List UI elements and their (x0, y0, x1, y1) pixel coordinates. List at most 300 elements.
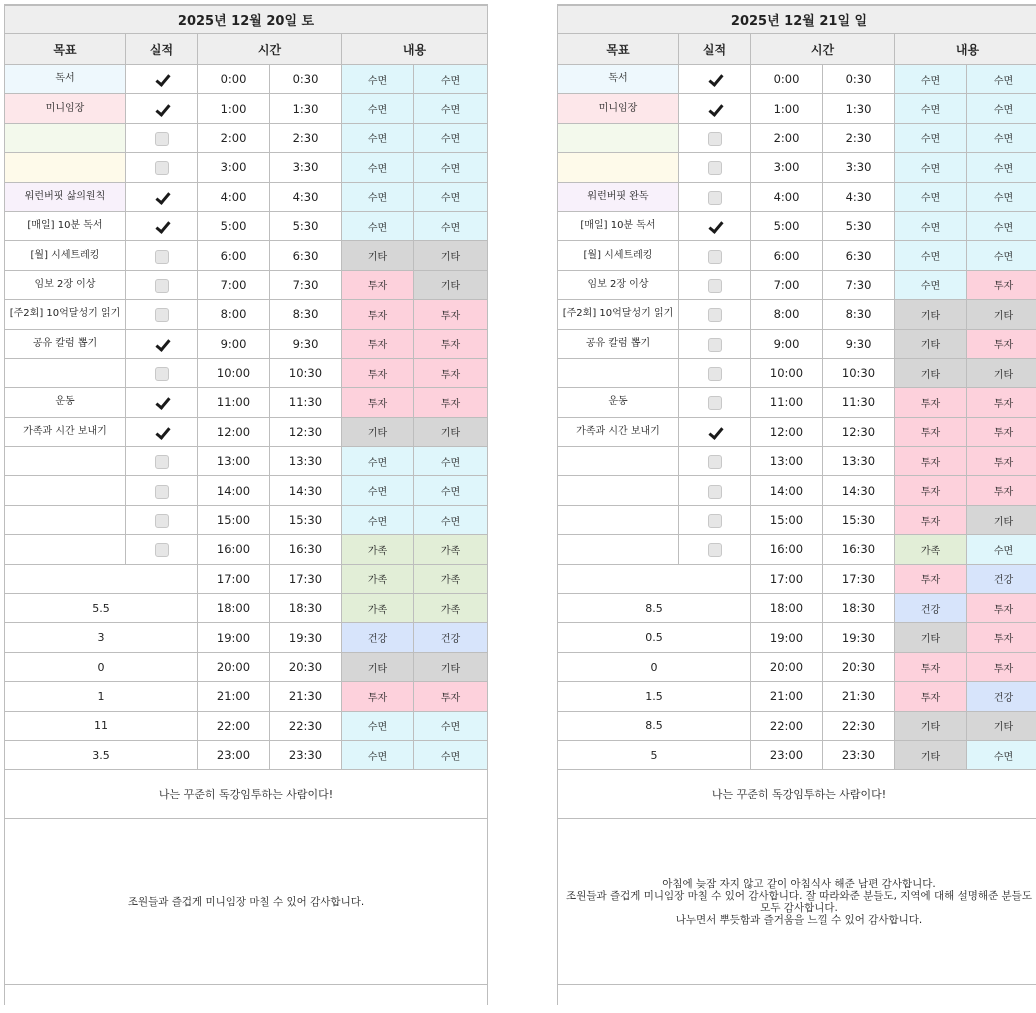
summary-cell (5, 564, 198, 593)
activity-cell[interactable]: 수면 (342, 740, 414, 769)
unchecked-checkbox[interactable] (708, 161, 722, 175)
summary-cell: 3 (5, 623, 198, 652)
hour-row (558, 594, 1036, 623)
unchecked-checkbox[interactable] (708, 279, 722, 293)
activity-cell[interactable]: 기타 (414, 417, 488, 446)
checked-checkbox[interactable] (155, 103, 169, 117)
goal-cell[interactable] (558, 388, 679, 417)
time-half: 1:30 (823, 94, 895, 123)
goal-cell[interactable] (5, 329, 126, 358)
unchecked-checkbox[interactable] (708, 191, 722, 205)
check-cell (126, 476, 198, 505)
header-goal: 목표 (5, 34, 126, 65)
summary-cell: 5 (558, 740, 751, 769)
check-cell (679, 505, 751, 534)
activity-cell[interactable]: 가족 (342, 535, 414, 564)
time-start: 18:00 (198, 594, 270, 623)
activity-cell[interactable]: 투자 (414, 329, 488, 358)
day-sheet-dec-20 (4, 4, 488, 1005)
affirmation-text: 나는 꾸준히 독강임투하는 사람이다! (5, 770, 488, 819)
activity-cell[interactable]: 수면 (967, 123, 1036, 152)
activity-cell[interactable]: 수면 (342, 211, 414, 240)
goal-cell[interactable] (5, 65, 126, 94)
activity-cell[interactable]: 투자 (342, 270, 414, 299)
activity-cell[interactable]: 수면 (414, 65, 488, 94)
unchecked-checkbox[interactable] (708, 485, 722, 499)
activity-cell[interactable]: 수면 (342, 505, 414, 534)
checked-checkbox[interactable] (708, 426, 722, 440)
hour-row (5, 711, 488, 740)
time-half: 7:30 (823, 270, 895, 299)
goal-label (558, 542, 678, 556)
activity-cell[interactable]: 건강 (414, 623, 488, 652)
unchecked-checkbox[interactable] (708, 308, 722, 322)
unchecked-checkbox[interactable] (708, 396, 722, 410)
time-start: 2:00 (751, 123, 823, 152)
trailing-row (558, 985, 1036, 1006)
goal-label: 가족과 시간 보내기 (576, 425, 660, 437)
activity-cell[interactable]: 투자 (967, 594, 1036, 623)
day-sheet-dec-21 (557, 4, 1036, 1005)
activity-cell[interactable]: 수면 (342, 65, 414, 94)
checked-checkbox[interactable] (155, 338, 169, 352)
time-half: 23:30 (270, 740, 342, 769)
hour-row (5, 358, 488, 387)
check-cell (679, 329, 751, 358)
activity-cell[interactable]: 투자 (967, 623, 1036, 652)
activity-cell[interactable]: 수면 (414, 711, 488, 740)
activity-cell[interactable]: 수면 (895, 94, 967, 123)
goal-label: 임보 2장 이상 (587, 278, 649, 290)
goal-cell[interactable] (558, 505, 679, 534)
check-cell (126, 300, 198, 329)
unchecked-checkbox[interactable] (155, 485, 169, 499)
summary-cell: 0.5 (558, 623, 751, 652)
time-start: 20:00 (198, 652, 270, 681)
activity-cell[interactable]: 수면 (342, 476, 414, 505)
activity-cell[interactable]: 수면 (342, 711, 414, 740)
goal-label (558, 366, 678, 380)
activity-cell[interactable]: 기타 (967, 358, 1036, 387)
unchecked-checkbox[interactable] (155, 132, 169, 146)
unchecked-checkbox[interactable] (155, 367, 169, 381)
planner-table (4, 5, 488, 1005)
title-row (5, 6, 488, 34)
goal-cell[interactable] (5, 123, 126, 152)
activity-cell[interactable]: 투자 (342, 329, 414, 358)
goal-cell[interactable] (558, 241, 679, 270)
goal-cell[interactable] (558, 300, 679, 329)
activity-cell[interactable]: 가족 (342, 594, 414, 623)
goal-cell[interactable] (558, 329, 679, 358)
activity-cell[interactable]: 수면 (414, 476, 488, 505)
goal-cell[interactable] (558, 182, 679, 211)
summary-cell: 0 (558, 652, 751, 681)
activity-cell[interactable]: 기타 (967, 505, 1036, 534)
time-half: 9:30 (270, 329, 342, 358)
activity-cell[interactable]: 수면 (342, 94, 414, 123)
time-start: 21:00 (198, 682, 270, 711)
check-cell (126, 153, 198, 182)
time-half: 12:30 (823, 417, 895, 446)
goal-cell[interactable] (558, 417, 679, 446)
activity-cell[interactable]: 기타 (895, 740, 967, 769)
checked-checkbox[interactable] (155, 220, 169, 234)
time-start: 14:00 (198, 476, 270, 505)
check-cell (679, 65, 751, 94)
activity-cell[interactable]: 가족 (895, 535, 967, 564)
check-cell (126, 329, 198, 358)
activity-cell[interactable]: 투자 (967, 447, 1036, 476)
goal-cell[interactable] (558, 211, 679, 240)
time-start: 5:00 (751, 211, 823, 240)
goal-label (558, 131, 678, 145)
time-start: 0:00 (751, 65, 823, 94)
activity-cell[interactable]: 투자 (967, 476, 1036, 505)
hour-row (5, 623, 488, 652)
activity-cell[interactable]: 기타 (967, 300, 1036, 329)
goal-cell[interactable] (5, 94, 126, 123)
hour-row (5, 388, 488, 417)
activity-cell[interactable]: 투자 (895, 564, 967, 593)
activity-cell[interactable]: 건강 (342, 623, 414, 652)
time-start: 13:00 (751, 447, 823, 476)
activity-cell[interactable]: 수면 (895, 211, 967, 240)
activity-cell[interactable]: 투자 (342, 388, 414, 417)
trailing-cell (5, 985, 488, 1006)
hour-row (558, 711, 1036, 740)
goal-cell[interactable] (5, 241, 126, 270)
unchecked-checkbox[interactable] (708, 455, 722, 469)
summary-cell: 5.5 (5, 594, 198, 623)
goal-cell[interactable] (558, 270, 679, 299)
planner-table (557, 5, 1036, 1005)
time-start: 21:00 (751, 682, 823, 711)
activity-cell[interactable]: 수면 (895, 241, 967, 270)
goal-cell[interactable] (5, 358, 126, 387)
activity-cell[interactable]: 기타 (342, 417, 414, 446)
activity-cell[interactable]: 기타 (895, 300, 967, 329)
time-half: 23:30 (823, 740, 895, 769)
time-start: 5:00 (198, 211, 270, 240)
unchecked-checkbox[interactable] (155, 308, 169, 322)
time-half: 13:30 (823, 447, 895, 476)
time-start: 0:00 (198, 65, 270, 94)
gratitude-text: 조원들과 즐겁게 미니임장 마칠 수 있어 감사합니다. (5, 819, 488, 985)
time-half: 20:30 (823, 652, 895, 681)
goal-label: 워런버핏 삶의원칙 (24, 190, 106, 202)
activity-cell[interactable]: 기타 (342, 241, 414, 270)
activity-cell[interactable]: 수면 (414, 211, 488, 240)
time-half: 9:30 (823, 329, 895, 358)
unchecked-checkbox[interactable] (708, 514, 722, 528)
activity-cell[interactable]: 수면 (967, 535, 1036, 564)
check-cell (126, 505, 198, 534)
activity-cell[interactable]: 건강 (967, 564, 1036, 593)
hour-row (5, 682, 488, 711)
unchecked-checkbox[interactable] (708, 132, 722, 146)
hour-row (558, 153, 1036, 182)
activity-cell[interactable]: 투자 (967, 652, 1036, 681)
time-half: 20:30 (270, 652, 342, 681)
unchecked-checkbox[interactable] (708, 250, 722, 264)
hour-row (558, 123, 1036, 152)
activity-cell[interactable]: 투자 (967, 329, 1036, 358)
time-half: 16:30 (270, 535, 342, 564)
time-start: 19:00 (198, 623, 270, 652)
activity-cell[interactable]: 가족 (414, 535, 488, 564)
hour-row (558, 476, 1036, 505)
activity-cell[interactable]: 기타 (895, 711, 967, 740)
check-cell (126, 65, 198, 94)
time-half: 8:30 (270, 300, 342, 329)
activity-cell[interactable]: 수면 (895, 65, 967, 94)
activity-cell[interactable]: 수면 (342, 153, 414, 182)
time-half: 22:30 (270, 711, 342, 740)
header-time: 시간 (198, 34, 342, 65)
activity-cell[interactable]: 수면 (895, 182, 967, 211)
day-title: 2025년 12월 21일 일 (558, 6, 1036, 34)
time-half: 3:30 (270, 153, 342, 182)
unchecked-checkbox[interactable] (155, 514, 169, 528)
activity-cell[interactable]: 수면 (414, 123, 488, 152)
hour-row (558, 270, 1036, 299)
goal-cell[interactable] (5, 153, 126, 182)
time-start: 1:00 (198, 94, 270, 123)
goal-cell[interactable] (5, 447, 126, 476)
activity-cell[interactable]: 투자 (895, 476, 967, 505)
activity-cell[interactable]: 수면 (967, 94, 1036, 123)
hour-row (5, 123, 488, 152)
time-half: 22:30 (823, 711, 895, 740)
goal-label (5, 484, 125, 498)
goal-cell[interactable] (5, 417, 126, 446)
hour-row (558, 652, 1036, 681)
time-start: 15:00 (198, 505, 270, 534)
goal-cell[interactable] (5, 182, 126, 211)
summary-cell: 11 (5, 711, 198, 740)
goal-cell[interactable] (5, 211, 126, 240)
hour-row (5, 417, 488, 446)
checked-checkbox[interactable] (708, 220, 722, 234)
time-start: 23:00 (198, 740, 270, 769)
goal-label: [주2회] 10억달성기 읽기 (562, 308, 674, 320)
activity-cell[interactable]: 투자 (895, 447, 967, 476)
hour-row (558, 211, 1036, 240)
time-start: 17:00 (751, 564, 823, 593)
activity-cell[interactable]: 투자 (342, 358, 414, 387)
activity-cell[interactable]: 기타 (895, 358, 967, 387)
goal-label: [매일] 10분 독서 (27, 220, 103, 232)
time-start: 9:00 (198, 329, 270, 358)
summary-cell (558, 564, 751, 593)
time-start: 8:00 (198, 300, 270, 329)
activity-cell[interactable]: 투자 (895, 417, 967, 446)
summary-cell: 3.5 (5, 740, 198, 769)
activity-cell[interactable]: 수면 (967, 65, 1036, 94)
activity-cell[interactable]: 가족 (414, 594, 488, 623)
goal-cell[interactable] (5, 270, 126, 299)
unchecked-checkbox[interactable] (708, 543, 722, 557)
time-half: 14:30 (823, 476, 895, 505)
activity-cell[interactable]: 투자 (342, 300, 414, 329)
goal-cell[interactable] (5, 476, 126, 505)
checked-checkbox[interactable] (155, 426, 169, 440)
checked-checkbox[interactable] (708, 73, 722, 87)
goal-cell[interactable] (5, 535, 126, 564)
header-row (5, 34, 488, 65)
summary-cell: 1.5 (558, 682, 751, 711)
activity-cell[interactable]: 기타 (342, 652, 414, 681)
time-half: 10:30 (823, 358, 895, 387)
unchecked-checkbox[interactable] (708, 367, 722, 381)
activity-cell[interactable]: 투자 (895, 652, 967, 681)
activity-cell[interactable]: 수면 (414, 447, 488, 476)
hour-row (558, 447, 1036, 476)
activity-cell[interactable]: 수면 (967, 153, 1036, 182)
activity-cell[interactable]: 투자 (342, 682, 414, 711)
activity-cell[interactable]: 기타 (414, 270, 488, 299)
time-start: 19:00 (751, 623, 823, 652)
goal-cell[interactable] (558, 358, 679, 387)
time-half: 15:30 (823, 505, 895, 534)
time-start: 10:00 (198, 358, 270, 387)
unchecked-checkbox[interactable] (155, 250, 169, 264)
activity-cell[interactable]: 기타 (895, 623, 967, 652)
activity-cell[interactable]: 기타 (414, 241, 488, 270)
activity-cell[interactable]: 투자 (967, 270, 1036, 299)
activity-cell[interactable]: 수면 (414, 505, 488, 534)
activity-cell[interactable]: 수면 (414, 94, 488, 123)
activity-cell[interactable]: 수면 (967, 211, 1036, 240)
time-start: 22:00 (751, 711, 823, 740)
time-start: 6:00 (751, 241, 823, 270)
checked-checkbox[interactable] (155, 396, 169, 410)
checked-checkbox[interactable] (155, 73, 169, 87)
checked-checkbox[interactable] (708, 103, 722, 117)
check-cell (126, 535, 198, 564)
hour-row (558, 65, 1036, 94)
time-half: 6:30 (823, 241, 895, 270)
hour-row (558, 535, 1036, 564)
hour-row (558, 241, 1036, 270)
unchecked-checkbox[interactable] (155, 279, 169, 293)
activity-cell[interactable]: 수면 (967, 740, 1036, 769)
activity-cell[interactable]: 건강 (967, 682, 1036, 711)
hour-row (5, 652, 488, 681)
activity-cell[interactable]: 투자 (895, 682, 967, 711)
hour-row (5, 505, 488, 534)
activity-cell[interactable]: 수면 (414, 153, 488, 182)
time-half: 1:30 (270, 94, 342, 123)
goal-cell[interactable] (558, 476, 679, 505)
activity-cell[interactable]: 기타 (414, 652, 488, 681)
activity-cell[interactable]: 투자 (414, 358, 488, 387)
check-cell (126, 94, 198, 123)
affirmation-row (5, 770, 488, 819)
goal-cell[interactable] (5, 300, 126, 329)
time-start: 3:00 (198, 153, 270, 182)
day-title: 2025년 12월 20일 토 (5, 6, 488, 34)
check-cell (126, 241, 198, 270)
time-half: 5:30 (823, 211, 895, 240)
activity-cell[interactable]: 수면 (895, 123, 967, 152)
time-start: 23:00 (751, 740, 823, 769)
time-half: 0:30 (823, 65, 895, 94)
goal-cell[interactable] (558, 153, 679, 182)
activity-cell[interactable]: 투자 (414, 300, 488, 329)
header-goal: 목표 (558, 34, 679, 65)
hour-row (5, 447, 488, 476)
check-cell (126, 417, 198, 446)
activity-cell[interactable]: 투자 (895, 505, 967, 534)
activity-cell[interactable]: 수면 (342, 447, 414, 476)
goal-cell[interactable] (5, 505, 126, 534)
header-done: 실적 (679, 34, 751, 65)
activity-cell[interactable]: 수면 (414, 740, 488, 769)
activity-cell[interactable]: 투자 (414, 682, 488, 711)
time-half: 5:30 (270, 211, 342, 240)
goal-label: 워런버핏 완독 (587, 190, 649, 202)
activity-cell[interactable]: 수면 (342, 182, 414, 211)
unchecked-checkbox[interactable] (155, 543, 169, 557)
unchecked-checkbox[interactable] (155, 455, 169, 469)
check-cell (679, 153, 751, 182)
activity-cell[interactable]: 수면 (414, 182, 488, 211)
hour-row (558, 564, 1036, 593)
unchecked-checkbox[interactable] (155, 161, 169, 175)
summary-cell: 8.5 (558, 594, 751, 623)
unchecked-checkbox[interactable] (708, 338, 722, 352)
goal-cell[interactable] (558, 65, 679, 94)
time-start: 13:00 (198, 447, 270, 476)
activity-cell[interactable]: 투자 (967, 417, 1036, 446)
goal-cell[interactable] (558, 535, 679, 564)
activity-cell[interactable]: 건강 (895, 594, 967, 623)
goal-cell[interactable] (558, 94, 679, 123)
check-cell (679, 241, 751, 270)
hour-row (5, 329, 488, 358)
activity-cell[interactable]: 수면 (895, 270, 967, 299)
check-cell (679, 417, 751, 446)
check-cell (679, 535, 751, 564)
activity-cell[interactable]: 수면 (967, 182, 1036, 211)
activity-cell[interactable]: 수면 (895, 153, 967, 182)
activity-cell[interactable]: 수면 (342, 123, 414, 152)
activity-cell[interactable]: 가족 (342, 564, 414, 593)
time-half: 8:30 (823, 300, 895, 329)
time-half: 21:30 (270, 682, 342, 711)
activity-cell[interactable]: 가족 (414, 564, 488, 593)
activity-cell[interactable]: 기타 (967, 711, 1036, 740)
goal-cell[interactable] (5, 388, 126, 417)
summary-cell: 8.5 (558, 711, 751, 740)
time-half: 16:30 (823, 535, 895, 564)
activity-cell[interactable]: 기타 (895, 329, 967, 358)
checked-checkbox[interactable] (155, 191, 169, 205)
goal-cell[interactable] (558, 447, 679, 476)
check-cell (126, 388, 198, 417)
check-cell (126, 123, 198, 152)
goal-cell[interactable] (558, 123, 679, 152)
activity-cell[interactable]: 수면 (967, 241, 1036, 270)
trailing-cell (558, 985, 1036, 1006)
activity-cell[interactable]: 투자 (967, 388, 1036, 417)
activity-cell[interactable]: 투자 (414, 388, 488, 417)
check-cell (679, 270, 751, 299)
activity-cell[interactable]: 투자 (895, 388, 967, 417)
time-start: 12:00 (751, 417, 823, 446)
